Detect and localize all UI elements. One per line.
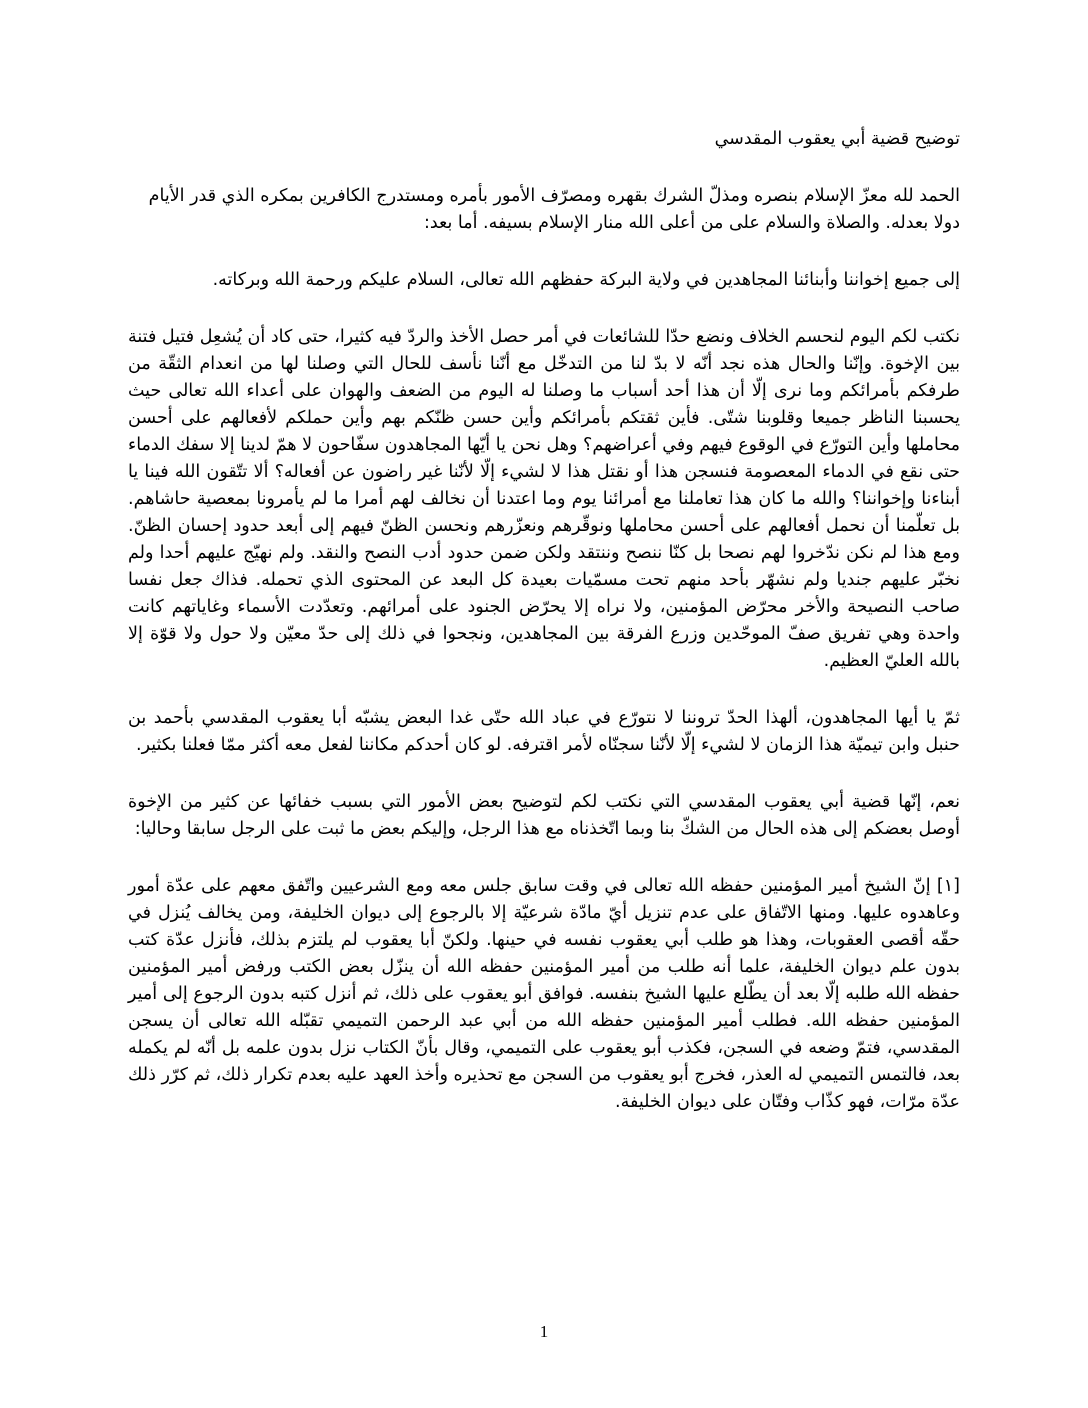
paragraph-opening: الحمد لله معزّ الإسلام بنصره ومذلّ الشرك بقهره ومصرّف الأمور بأمره ومستدرج الكافرين بمكره الذي قدر الأيام دولا بعدله. والصلاة والسلام على من أعلى الله منار الإسلام بسيفه. أما بعد:: [148, 186, 960, 233]
paragraph-main: نكتب لكم اليوم لنحسم الخلاف ونضع حدّا للشائعات في أمر حصل الأخذ والردّ فيه كثيرا، حتى كاد أن يُشعِل فتيل فتنة بين الإخوة. وإنّنا والحال هذه نجد أنّه لا بدّ لنا من التدخّل مع أنّنا نأسف للحال التي وصلنا لها من انعدام الثقّة من طرفكم بأمرائكم وما نرى إلّا أن هذا أحد أسباب ما وصلنا له اليوم من الضعف والهوان على أعداء الله تعالى حيث يحسبنا الناظر جميعا وقلوبنا شتّى. فأين ثقتكم بأمرائكم وأين حسن ظنّكم بهم وأين حملكم لأفعالهم على أحسن محاملها وأين التورّع في الوقوع فيهم وفي أعراضهم؟ وهل نحن يا أيّها المجاهدون سفّاحون لا همّ لدينا إلا سفك الدماء حتى نقع في الدماء المعصومة فنسجن هذا أو نقتل هذا لا لشيء إلّا لأنّنا غير راضون عن أفعاله؟ ألا تتّقون الله فينا يا أبناءنا وإخواننا؟ والله ما كان هذا تعاملنا مع أمرائنا يوم وما اعتدنا أن نخالف لهم أمرا ما لم يأمرونا بمعصية حاشاهم. بل تعلّمنا أن نحمل أفعالهم على أحسن محاملها ونوقّرهم ونعزّرهم ونحسن الظنّ فيهم إلى أبعد حدود إحسان الظنّ. ومع هذا لم نكن ندّخروا لهم نصحا بل كنّا ننصح وننتقد ولكن ضمن حدود أدب النصح والنقد. ولم نهيّج عليهم أحدا ولم نخبّر عليهم جنديا ولم نشهّر بأحد منهم تحت مسمّيات بعيدة كل البعد عن المحتوى الذي تحمله. فذاك جعل نفسا صاحب النصيحة والأخر محرّض المؤمنين، ولا نراه إلا يحرّض الجنود على أمرائهم. وتعدّدت الأسماء وغاياتهم كانت واحدة وهي تفريق صفّ الموحّدين وزرع الفرقة بين المجاهدين، ونجحوا في ذلك إلى حدّ معيّن ولا حول ولا قوّة إلا بالله العليّ العظيم.: [128, 327, 960, 671]
paragraph-point-1: [١] إنّ الشيخ أمير المؤمنين حفظه الله تعالى في وقت سابق جلس معه ومع الشرعيين واتّفق معهم على عدّة أمور وعاهدوه عليها. ومنها الاتّفاق على عدم تنزيل أيّ مادّة شرعيّة إلا بالرجوع إلى ديوان الخليفة، ومن يخالف يُنزل في حقّه أقصى العقوبات، وهذا هو طلب أبي يعقوب نفسه في حينها. ولكنّ أبا يعقوب لم يلتزم بذلك، فأنزل عدّة كتب بدون علم ديوان الخليفة، علما أنه طلب من أمير المؤمنين حفظه الله أن ينزّل بعض الكتب ورفض أمير المؤمنين حفظه الله طلبه إلّا بعد أن يطّلع عليها الشيخ بنفسه. فوافق أبو يعقوب على ذلك، ثم أنزل كتبه بدون الرجوع إلى أمير المؤمنين حفظه الله. فطلب أمير المؤمنين حفظه الله من أبي عبد الرحمن التميمي تقبّله الله تعالى أن يسجن المقدسي، فتمّ وضعه في السجن، فكذب أبو يعقوب على التميمي، وقال بأنّ الكتاب نزل بدون علمه بل أنّه لم يكمله بعد، فالتمس التميمي له العذر، فخرج أبو يعقوب من السجن مع تحذيره وأخذ العهد عليه بعدم تكرار ذلك، ثم كرّر ذلك عدّة مرّات، فهو كذّاب وفتّان على ديوان الخليفة.: [128, 876, 960, 1112]
page-number: 1: [539, 1322, 549, 1341]
paragraph-salutation: إلى جميع إخواننا وأبنائنا المجاهدين في ولاية البركة حفظهم الله تعالى، السلام عليكم ورحمة الله وبركاته.: [212, 270, 960, 290]
paragraph-mujahideen: ثمّ يا أيها المجاهدون، ألهذا الحدّ تروننا لا نتورّع في عباد الله حتّى غدا البعض يشبّه أبا يعقوب المقدسي بأحمد بن حنبل وابن تيميّة هذا الزمان لا لشيء إلّا لأنّنا سجنّاه لأمر اقترفه. لو كان أحدكم مكاننا لفعل معه أكثر ممّا فعلنا بكثير.: [128, 708, 960, 755]
document-title: توضيح قضية أبي يعقوب المقدسي: [714, 129, 960, 149]
document-body: [128, 126, 960, 1116]
paragraph-case-intro: نعم، إنّها قضية أبي يعقوب المقدسي التي نكتب لكم لتوضيح بعض الأمور التي بسبب خفائها عن كثير من الإخوة أوصل بعضكم إلى هذه الحال من الشكّ بنا وبما اتّخذناه مع هذا الرجل، وإليكم بعض ما ثبت على الرجل سابقا وحاليا:: [128, 792, 960, 839]
